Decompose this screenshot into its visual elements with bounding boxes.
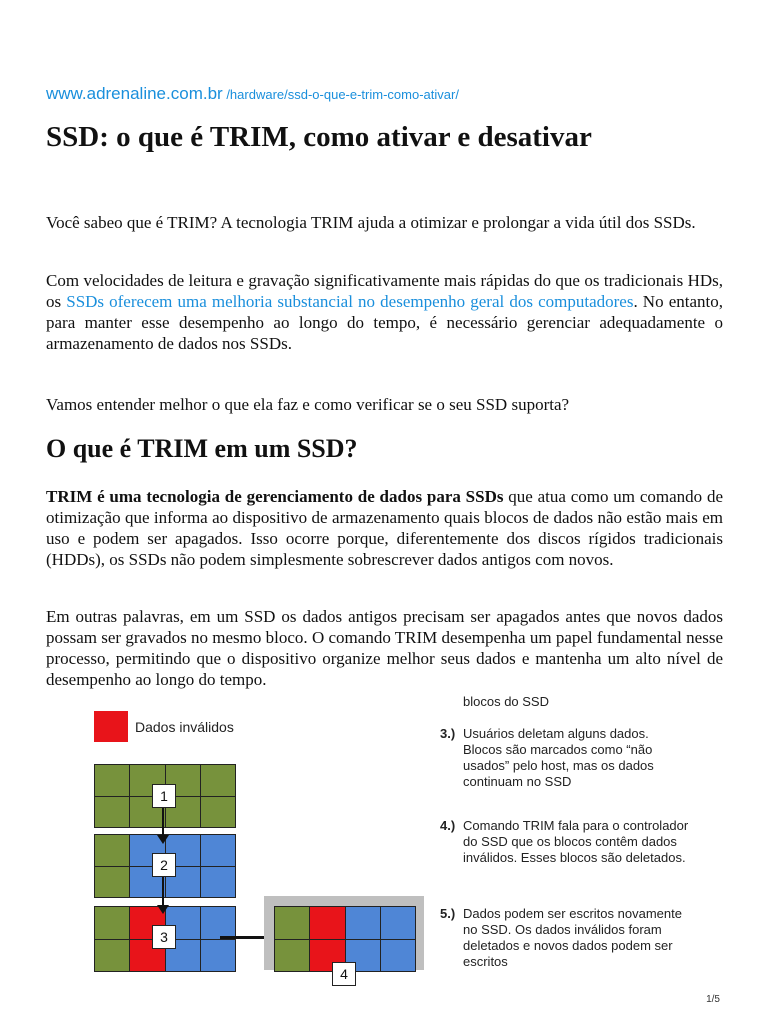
trim-diagram-figure	[92, 694, 692, 982]
step-3-number: 3.)	[440, 726, 456, 741]
intro-p2-text-after: . No entanto, para manter esse desempenho ao longo do tempo, é necessário gerenciar adequadamente o armazenamento de dados nos SSDs.	[46, 292, 723, 353]
step-box-2: 2	[152, 853, 176, 877]
intro-paragraph-3: Vamos entender melhor o que ela faz e como verificar se o seu SSD suporta?	[46, 395, 570, 414]
section-heading-trim: O que é TRIM em um SSD?	[46, 434, 358, 463]
intro-paragraph-2	[46, 270, 723, 354]
source-path-link[interactable]: /hardware/ssd-o-que-e-trim-como-ativar/	[222, 87, 459, 102]
step-box-4: 4	[332, 962, 356, 986]
step-box-3: 3	[152, 925, 176, 949]
source-domain-link[interactable]: www.adrenaline.com.br	[46, 84, 223, 103]
page-number: 1/5	[706, 994, 720, 1005]
page-title: SSD: o que é TRIM, como ativar e desativar	[46, 121, 592, 153]
trim-definition-bold: TRIM é uma tecnologia de gerenciamento de dados para SSDs	[46, 487, 504, 506]
step-2-partial-text: blocos do SSD	[463, 694, 549, 709]
invalid-data-label: Dados inválidos	[135, 719, 234, 735]
down-arrow-icon	[162, 876, 164, 906]
ssd-performance-link[interactable]: SSDs oferecem uma melhoria substancial no desempenho geral dos computadores	[66, 292, 634, 311]
section-paragraph-1	[46, 486, 723, 570]
step-4-number: 4.)	[440, 818, 456, 833]
intro-p2-text-before: Com velocidades de leitura e gravação significativamente mais rápidas do que os tradicionais HDs, os	[46, 271, 723, 311]
invalid-data-swatch	[94, 711, 128, 742]
step-4-text: Comando TRIM fala para o controlador do SSD que os blocos contêm dados inválidos. Esses blocos são deletados.	[463, 818, 689, 865]
section-paragraph-2: Em outras palavras, em um SSD os dados antigos precisam ser apagados antes que novos dados possam ser gravados no mesmo bloco. O comando TRIM desempenha um papel fundamental nesse processo, permitindo que o dispositivo organize melhor seus dados e mantenha um alto nível de desempenho ao longo do tempo.	[46, 607, 723, 689]
down-arrow-icon	[162, 806, 164, 836]
step-box-1: 1	[152, 784, 176, 808]
step-5-text: Dados podem ser escritos novamente no SSD. Os dados inválidos foram deletados e novos dados podem ser escritos	[463, 906, 682, 969]
section-p1-rest: que atua como um comando de otimização que informa ao dispositivo de armazenamento quais blocos de dados não estão mais em uso e podem ser apagados. Isso ocorre porque, diferentemente dos discos rígidos tradicionais (HDDs), os SSDs não podem simplesmente sobrescrever dados antigos com novos.	[46, 487, 723, 569]
intro-paragraph-1: Você sabeo que é TRIM? A tecnologia TRIM ajuda a otimizar e prolongar a vida útil dos SSDs.	[46, 213, 696, 232]
step-5-number: 5.)	[440, 906, 456, 921]
step-3-text: Usuários deletam alguns dados. Blocos são marcados como “não usados” pelo host, mas os dados continuam no SSD	[463, 726, 654, 789]
source-url[interactable]	[46, 84, 459, 104]
